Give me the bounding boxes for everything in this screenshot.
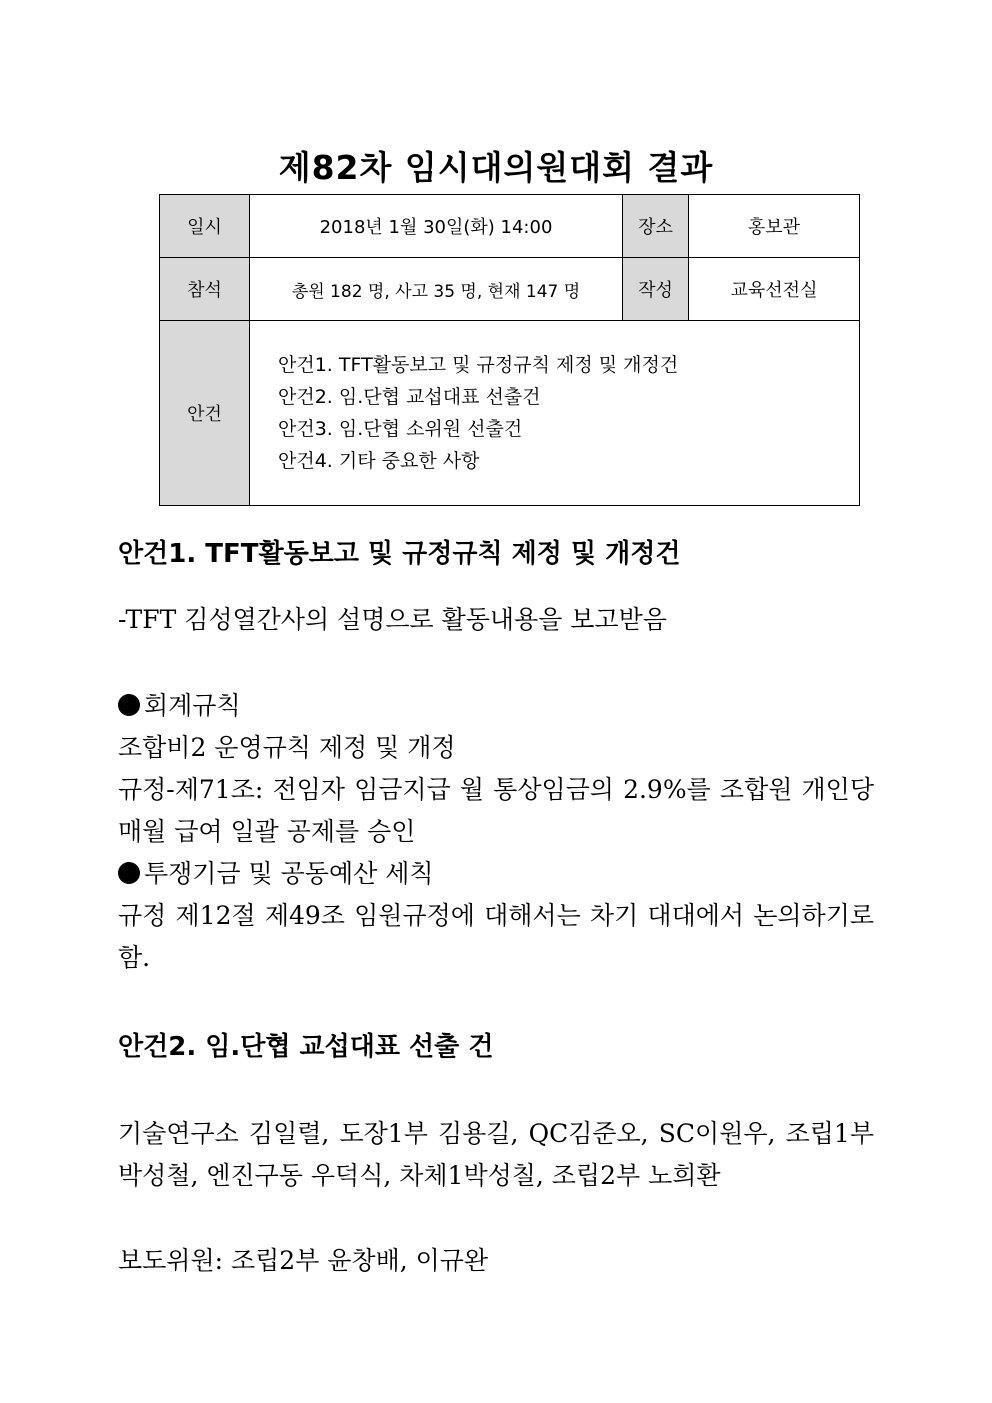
bullet2-heading xyxy=(118,853,874,895)
bullet-icon xyxy=(118,694,140,716)
author-label: 작성 xyxy=(623,258,689,321)
agenda-list xyxy=(278,349,859,477)
section1-heading: 안건1. TFT활동보고 및 규정규칙 제정 및 개정건 xyxy=(118,539,681,569)
attendance-label: 참석 xyxy=(160,258,250,321)
representatives-text: 기술연구소 김일렬, 도장1부 김용길, QC김준오, SC이원우, 조립1부 박성철, 엔진구동 우덕식, 차체1박성칠, 조립2부 노희환 xyxy=(118,1119,874,1190)
agenda-label: 안건 xyxy=(160,321,250,506)
press-members-text: 보도위원: 조립2부 윤창배, 이규완 xyxy=(118,1246,489,1275)
bullet-icon xyxy=(118,862,140,884)
section1-intro: -TFT 김성열간사의 설명으로 활동내용을 보고받음 xyxy=(118,605,667,634)
agenda-item: 안건4. 기타 중요한 사항 xyxy=(278,450,480,472)
place-value: 홍보관 xyxy=(689,195,860,258)
agenda-cell xyxy=(250,321,860,506)
date-value: 2018년 1월 30일(화) 14:00 xyxy=(250,195,623,258)
page-title: 제82차 임시대의원대회 결과 xyxy=(278,148,714,187)
bullet1-title: 회계규칙 xyxy=(144,691,241,720)
date-label: 일시 xyxy=(160,195,250,258)
section1-body xyxy=(118,685,874,979)
agenda-item: 안건3. 임.단협 소위원 선출건 xyxy=(278,418,523,440)
place-label: 장소 xyxy=(623,195,689,258)
agenda-item: 안건1. TFT활동보고 및 규정규칙 제정 및 개정건 xyxy=(278,354,679,376)
agenda-item: 안건2. 임.단협 교섭대표 선출건 xyxy=(278,386,541,408)
attendance-value: 총원 182 명, 사고 35 명, 현재 147 명 xyxy=(250,258,623,321)
bullet1-heading xyxy=(118,685,874,727)
bullet2-line1: 규정 제12절 제49조 임원규정에 대해서는 차기 대대에서 논의하기로 함. xyxy=(118,901,874,972)
bullet1-line1: 조합비2 운영규칙 제정 및 개정 xyxy=(118,733,456,762)
bullet2-title: 투쟁기금 및 공동예산 세칙 xyxy=(144,859,434,888)
author-value: 교육선전실 xyxy=(689,258,860,321)
meeting-info-table xyxy=(159,194,860,506)
bullet1-line2: 규정-제71조: 전임자 임금지급 월 통상임금의 2.9%를 조합원 개인당 매월 급여 일괄 공제를 승인 xyxy=(118,775,874,846)
section2-heading: 안건2. 임.단협 교섭대표 선출 건 xyxy=(118,1032,494,1062)
